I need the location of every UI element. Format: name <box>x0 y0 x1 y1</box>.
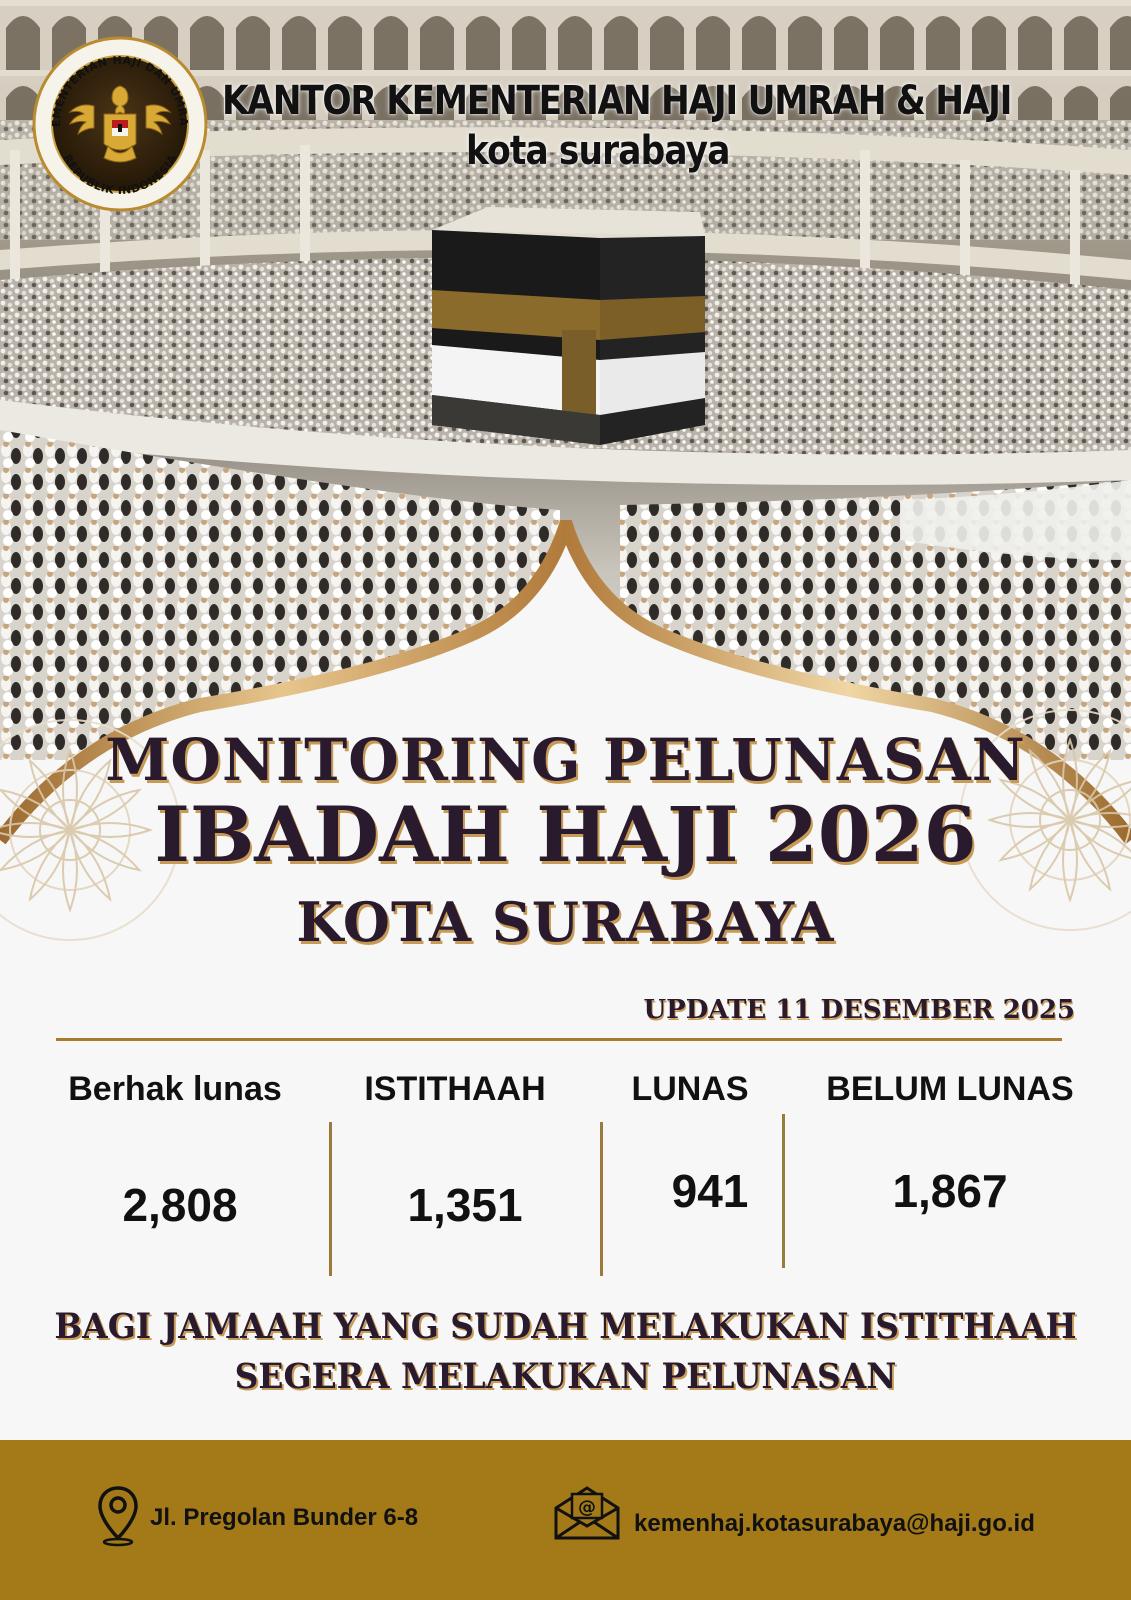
kaaba <box>432 207 705 445</box>
notice-line1: BAGI JAMAAH YANG SUDAH MELAKUKAN ISTITHAAH <box>54 1306 1077 1347</box>
ministry-emblem <box>32 36 208 212</box>
update-date: UPDATE 11 DESEMBER 2025 <box>643 995 1075 1025</box>
stat-label-belum-lunas: BELUM LUNAS <box>826 1070 1074 1108</box>
stat-value-lunas: 941 <box>671 1165 749 1217</box>
title-line2: IBADAH HAJI 2026 <box>154 790 977 879</box>
stat-value-istithaah: 1,351 <box>407 1179 523 1231</box>
footer-bar <box>0 1440 1131 1600</box>
office-name-line1: KANTOR KEMENTERIAN HAJI UMRAH & HAJI <box>222 78 1012 124</box>
footer-address: Jl. Pregolan Bunder 6-8 <box>150 1504 419 1531</box>
emblem-text-top: EMENTERIAN HAJI DAN UMRA <box>49 53 191 128</box>
stat-divider <box>600 1122 603 1276</box>
title-line1: MONITORING PELUNASAN <box>105 726 1026 794</box>
svg-text:@: @ <box>578 1497 596 1518</box>
office-name-line2: kota surabaya <box>466 128 730 174</box>
stat-label-istithaah: ISTITHAAH <box>364 1070 546 1108</box>
notice-line2: SEGERA MELAKUKAN PELUNASAN <box>234 1356 897 1397</box>
stat-label-berhak-lunas: Berhak lunas <box>68 1070 282 1108</box>
emblem-text-bottom: REPUBLIK INDONESIA <box>60 152 180 198</box>
stat-divider <box>329 1122 332 1276</box>
title-line3: KOTA SURABAYA <box>296 890 835 954</box>
garuda-emblem-icon <box>32 36 208 212</box>
divider-line <box>56 1038 1062 1041</box>
stat-value-belum-lunas: 1,867 <box>892 1165 1008 1217</box>
stat-value-berhak-lunas: 2,808 <box>122 1179 238 1231</box>
location-pin-icon <box>96 1484 140 1548</box>
stat-label-lunas: LUNAS <box>631 1070 749 1108</box>
email-envelope-icon <box>552 1484 622 1542</box>
footer-email[interactable]: kemenhaj.kotasurabaya@haji.go.id <box>634 1510 1035 1537</box>
